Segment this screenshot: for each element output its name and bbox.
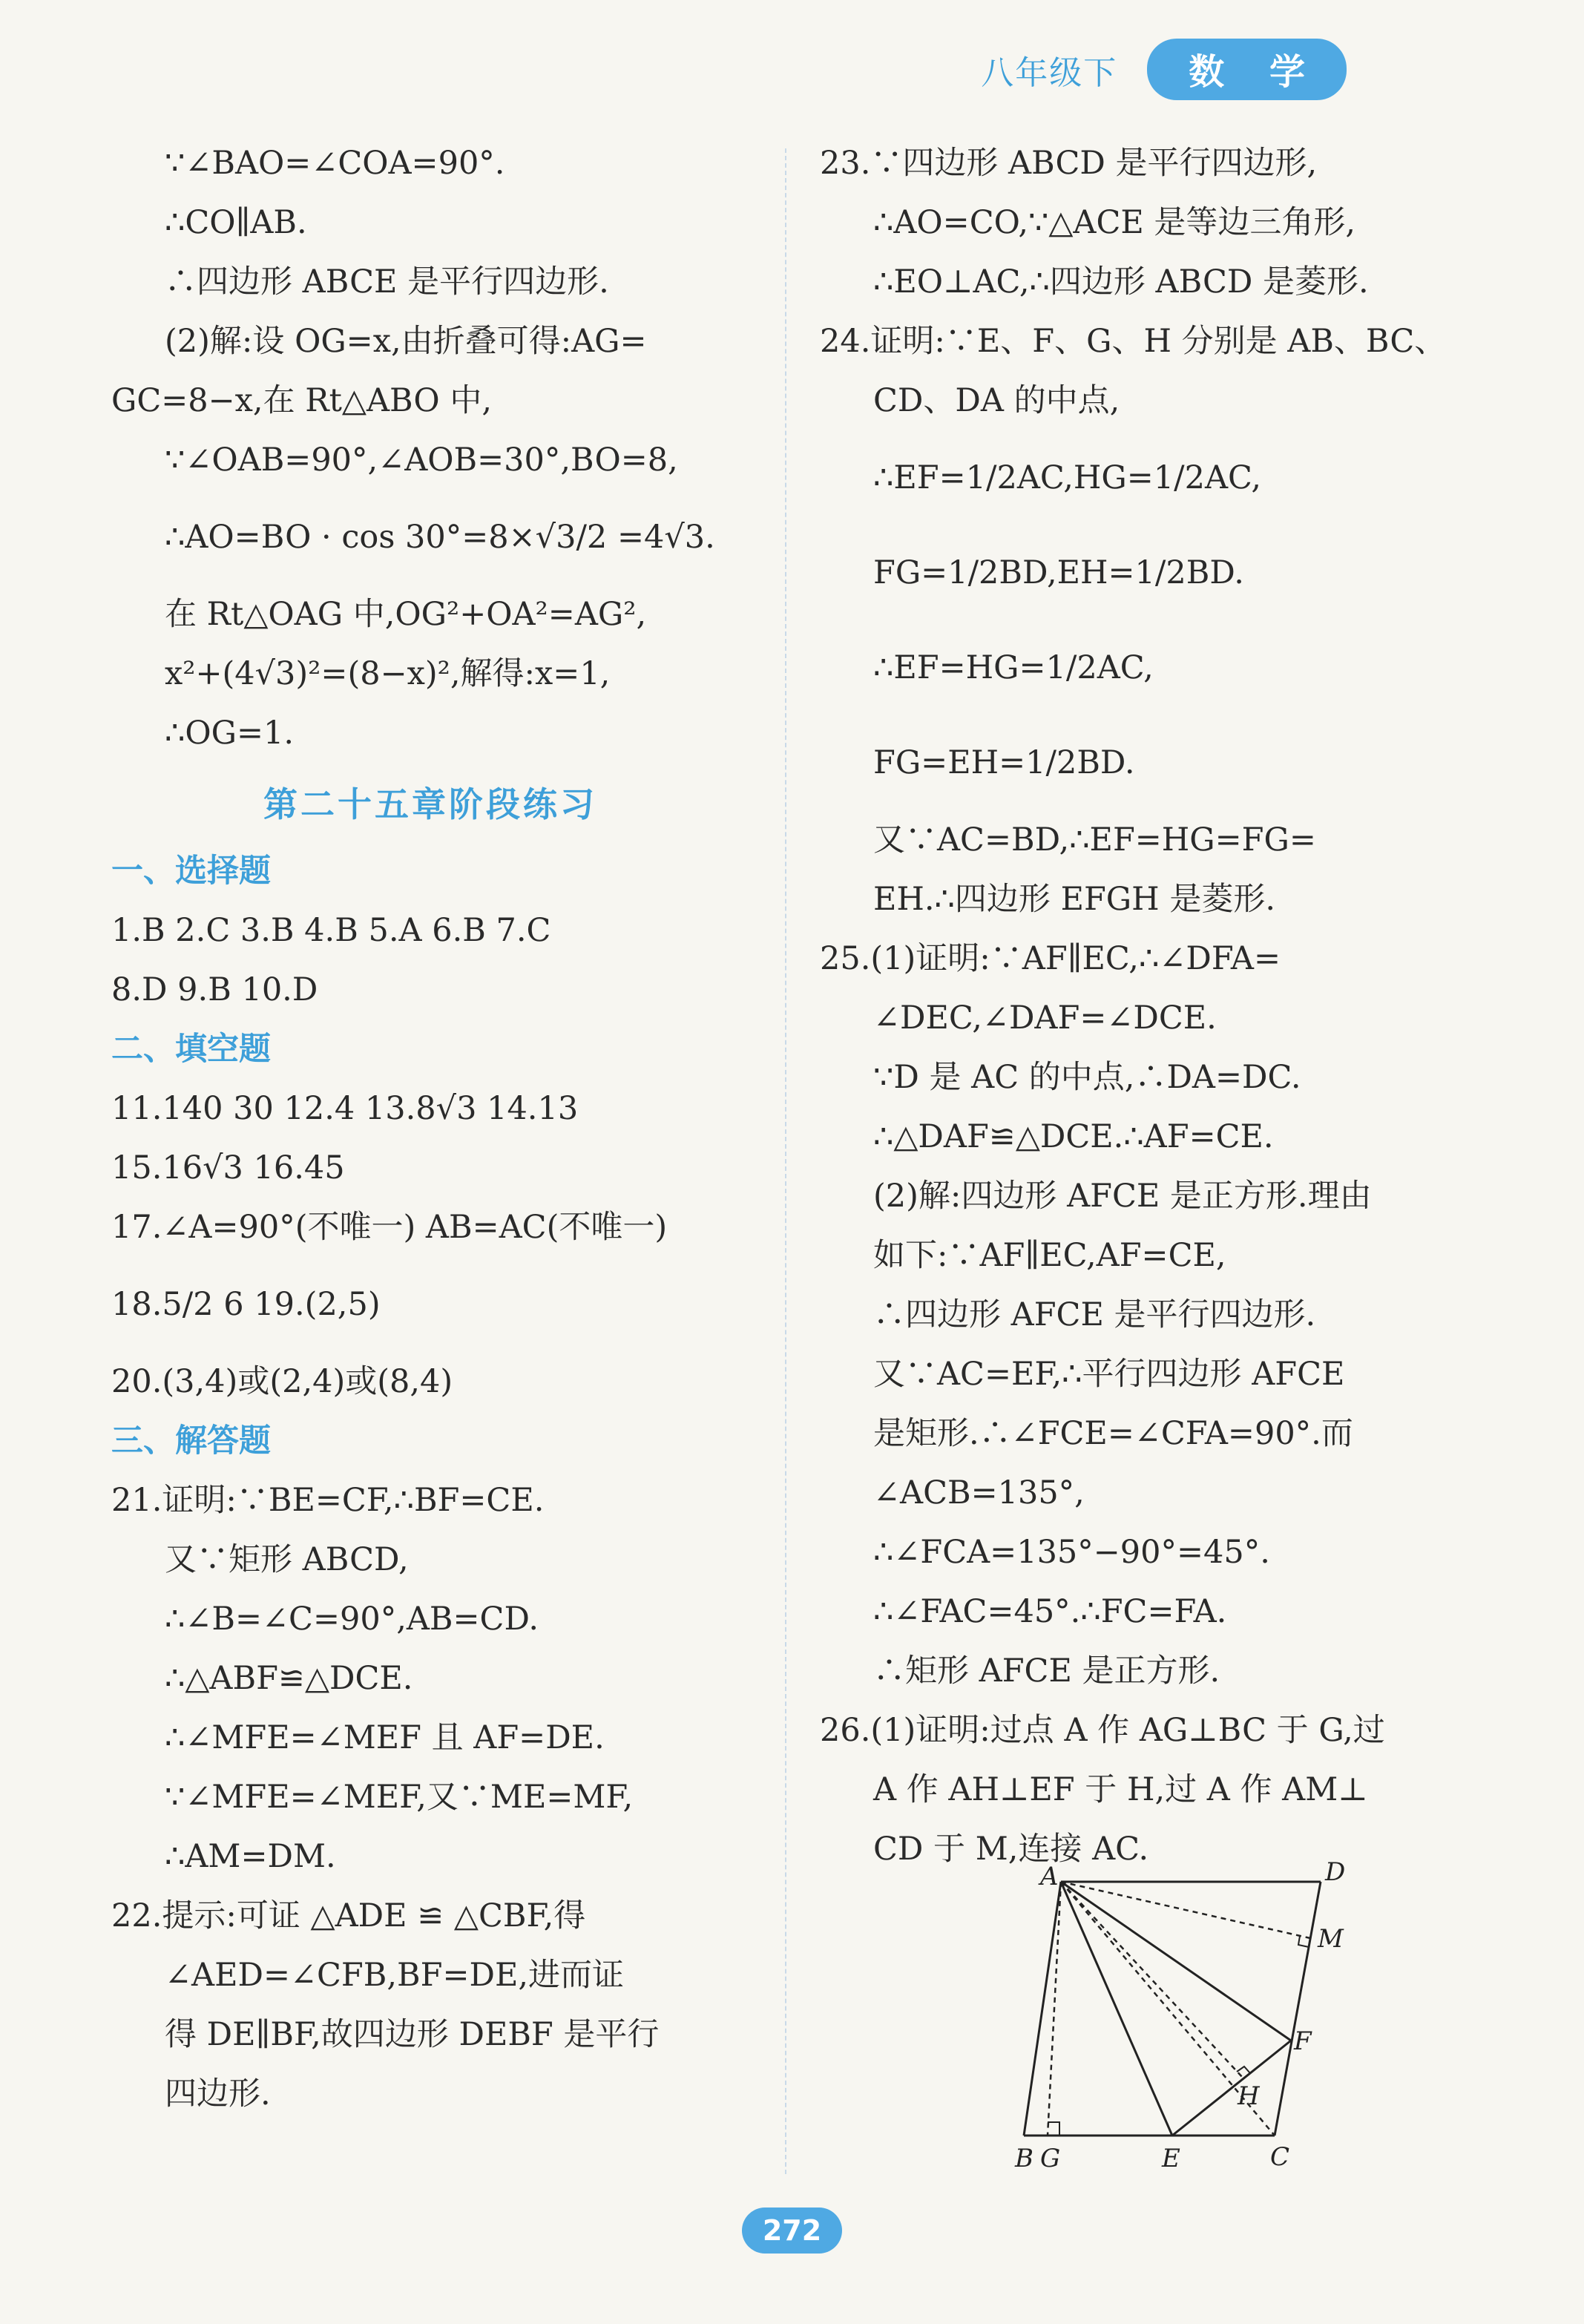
solution-line: (2)解:四边形 AFCE 是正方形.理由 [873, 1178, 1372, 1215]
page-number: 272 [742, 2208, 842, 2254]
subject-badge: 数 学 [1147, 39, 1347, 100]
solution-line: A 作 AH⊥EF 于 H,过 A 作 AM⊥ [873, 1771, 1368, 1808]
solution-line: ∴∠B=∠C=90°,AB=CD. [165, 1601, 539, 1638]
label-e: E [1162, 2144, 1180, 2173]
text-line: ∴AO=BO · cos 30°=8×√3/2 =4√3. [165, 519, 715, 556]
solution-line: CD、DA 的中点, [873, 382, 1120, 419]
solution-line: 得 DE∥BF,故四边形 DEBF 是平行 [165, 2016, 660, 2053]
solution-line: ∴∠FCA=135°−90°=45°. [873, 1534, 1270, 1571]
solution-line: 又∵矩形 ABCD, [165, 1541, 409, 1578]
solution-line: ∴∠FAC=45°.∴FC=FA. [873, 1593, 1227, 1630]
solution-line: ∴EF=HG=1/2AC, [873, 649, 1154, 686]
solution-line: ∴EO⊥AC,∴四边形 ABCD 是菱形. [873, 263, 1369, 301]
solution-line: 又∵AC=BD,∴EF=HG=FG= [873, 821, 1316, 859]
solution-line: ∴矩形 AFCE 是正方形. [873, 1652, 1220, 1690]
solution-line: FG=EH=1/2BD. [873, 744, 1135, 781]
geometry-figure [994, 1855, 1469, 2182]
segment-ef [1172, 2041, 1291, 2136]
text-line: ∴CO∥AB. [165, 204, 307, 241]
label-h: H [1238, 2081, 1260, 2111]
solution-line: ∴AM=DM. [165, 1838, 336, 1875]
solution-line: 24.证明:∵E、F、G、H 分别是 AB、BC、 [820, 323, 1447, 360]
solution-line: 25.(1)证明:∵AF∥EC,∴∠DFA= [820, 940, 1281, 977]
answer-line: 1.B 2.C 3.B 4.B 5.A 6.B 7.C [111, 912, 551, 949]
solution-line: 如下:∵AF∥EC,AF=CE, [873, 1237, 1226, 1274]
text-line: ∵∠BAO=∠COA=90°. [165, 145, 505, 182]
text-line: ∵∠OAB=90°,∠AOB=30°,BO=8, [165, 442, 678, 479]
solution-line: 23.∵四边形 ABCD 是平行四边形, [820, 145, 1318, 182]
solution-line: ∴AO=CO,∵△ACE 是等边三角形, [873, 204, 1356, 241]
answer-line: 17.∠A=90°(不唯一) AB=AC(不唯一) [111, 1209, 668, 1246]
section-title-choice: 一、选择题 [111, 853, 271, 890]
label-c: C [1270, 2142, 1290, 2172]
text-line: x²+(4√3)²=(8−x)²,解得:x=1, [165, 655, 611, 692]
answer-line: 8.D 9.B 10.D [111, 971, 318, 1008]
text-line: ∴四边形 ABCE 是平行四边形. [165, 263, 609, 301]
solution-line: 是矩形.∴∠FCE=∠CFA=90°.而 [873, 1415, 1353, 1452]
solution-line: ∠DEC,∠DAF=∠DCE. [873, 999, 1217, 1037]
segment-cd [1275, 1882, 1321, 2136]
solution-line: ∴∠MFE=∠MEF 且 AF=DE. [165, 1719, 605, 1756]
text-line: (2)解:设 OG=x,由折叠可得:AG= [165, 323, 647, 360]
solution-line: EH.∴四边形 EFGH 是菱形. [873, 881, 1275, 918]
solution-line: 26.(1)证明:过点 A 作 AG⊥BC 于 G,过 [820, 1712, 1385, 1749]
solution-line: 21.证明:∵BE=CF,∴BF=CE. [111, 1482, 545, 1519]
answer-line: 18.5/2 6 19.(2,5) [111, 1286, 381, 1323]
text-line: GC=8−x,在 Rt△ABO 中, [111, 382, 493, 419]
solution-line: ∠AED=∠CFB,BF=DE,进而证 [165, 1957, 625, 1994]
solution-line: ∴EF=1/2AC,HG=1/2AC, [873, 459, 1262, 496]
solution-line: ∴△DAF≌△DCE.∴AF=CE. [873, 1118, 1274, 1155]
answer-line: 20.(3,4)或(2,4)或(8,4) [111, 1363, 453, 1400]
solution-line: 22.提示:可证 △ADE ≌ △CBF,得 [111, 1897, 586, 1934]
solution-line: ∴四边形 AFCE 是平行四边形. [873, 1296, 1316, 1333]
segment-ab [1024, 1882, 1061, 2136]
right-angle-g [1048, 2122, 1059, 2136]
label-d: D [1325, 1857, 1346, 1887]
page-header [981, 39, 1347, 100]
label-f: F [1294, 2026, 1312, 2056]
section-title-solve: 三、解答题 [111, 1422, 271, 1460]
solution-line: FG=1/2BD,EH=1/2BD. [873, 554, 1244, 591]
segment-am [1061, 1882, 1310, 1938]
answer-line: 15.16√3 16.45 [111, 1149, 345, 1186]
solution-line: 四边形. [165, 2075, 271, 2113]
segment-ah [1061, 1882, 1243, 2078]
answer-line: 11.140 30 12.4 13.8√3 14.13 [111, 1090, 579, 1127]
label-g: G [1040, 2144, 1061, 2173]
solution-line: ∵∠MFE=∠MEF,又∵ME=MF, [165, 1779, 634, 1816]
text-line: 在 Rt△OAG 中,OG²+OA²=AG², [165, 596, 647, 633]
left-column [111, 134, 749, 2124]
section-title-fill: 二、填空题 [111, 1031, 271, 1068]
column-divider [785, 148, 786, 2174]
solution-line: CD 于 M,连接 AC. [873, 1831, 1149, 1868]
solution-line: ∠ACB=135°, [873, 1474, 1085, 1511]
chapter-title: 第二十五章阶段练习 [263, 784, 597, 824]
solution-line: 又∵AC=EF,∴平行四边形 AFCE [873, 1356, 1345, 1393]
solution-line: ∵D 是 AC 的中点,∴DA=DC. [873, 1059, 1301, 1096]
label-b: B [1015, 2144, 1033, 2173]
solution-line: ∴△ABF≌△DCE. [165, 1660, 413, 1697]
label-m: M [1318, 1924, 1344, 1954]
grade-label: 八年级下 [981, 53, 1118, 92]
text-line: ∴OG=1. [165, 715, 295, 752]
right-column [820, 134, 1473, 1879]
label-a: A [1040, 1862, 1059, 1891]
